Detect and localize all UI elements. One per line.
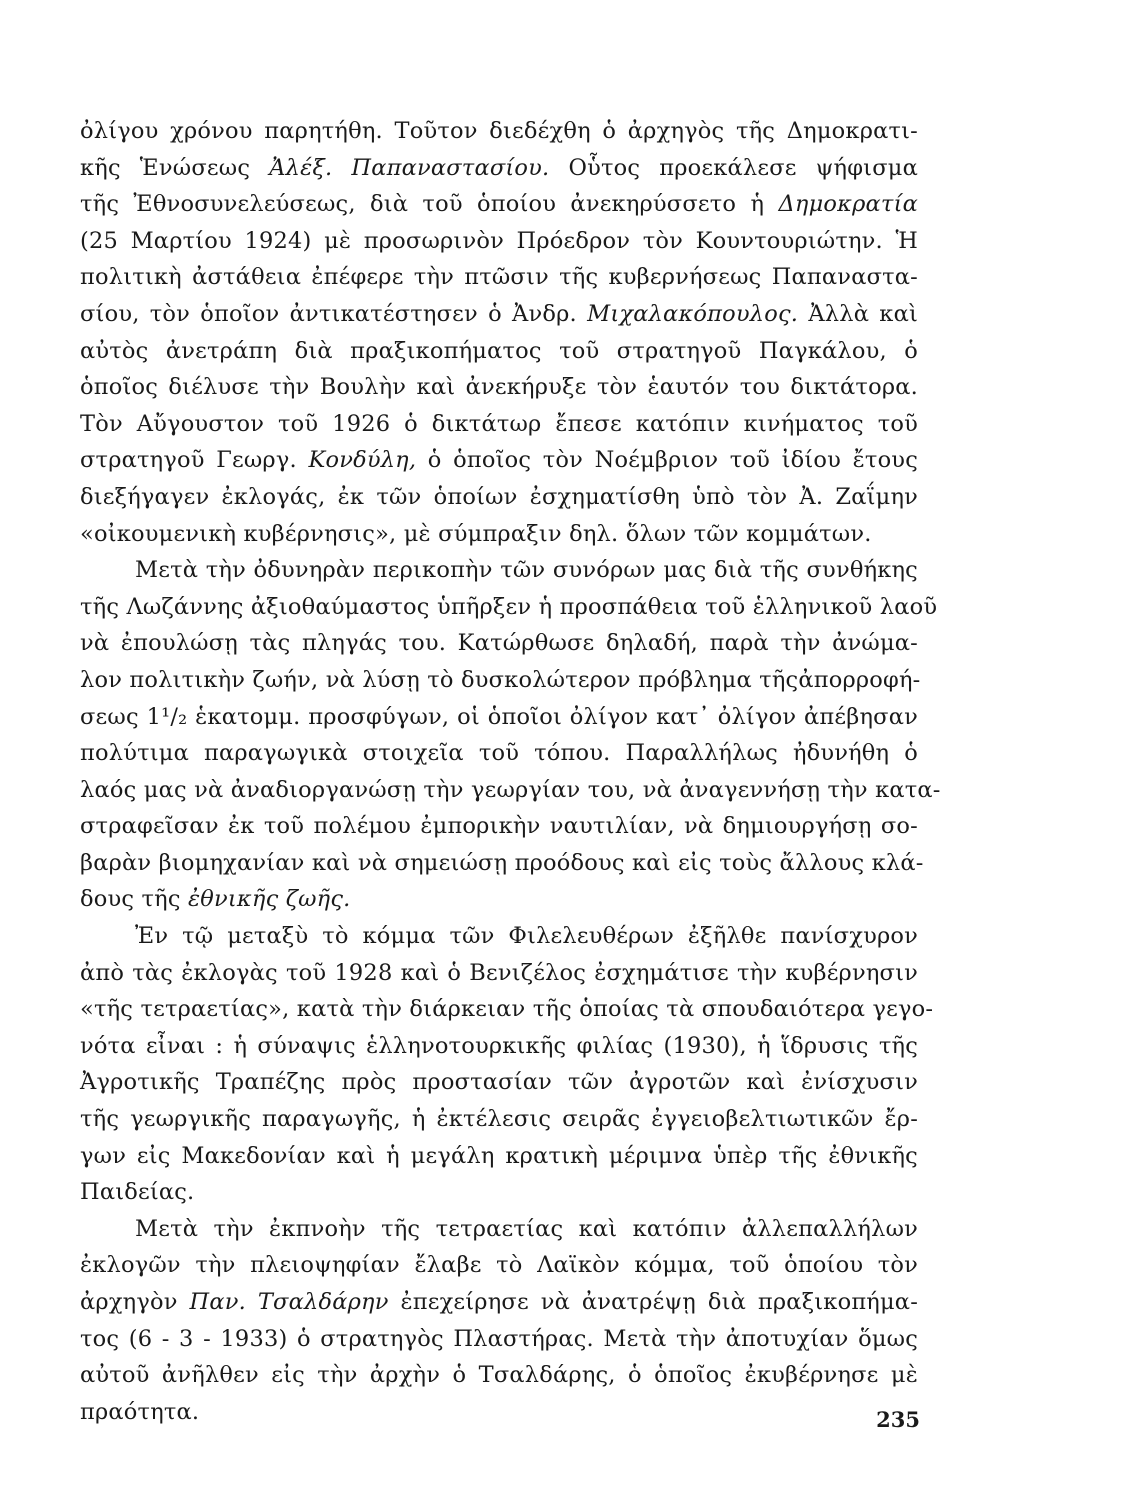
text-line: [80, 662, 921, 699]
body-text: [80, 113, 941, 1430]
text-line: [80, 150, 918, 187]
text-segment: πολύτιμα παραγωγικὰ στοιχεῖα τοῦ τόπου. Παραλλήλως ἠδυνήθη ὁ: [80, 740, 918, 767]
text-line: [80, 1028, 918, 1065]
italic-name: Μιχαλακόπουλος.: [587, 300, 799, 327]
text-segment: ἀπὸ τὰς ἐκλογὰς τοῦ 1928 καὶ ὁ Βενιζέλος ἐσχημάτισε τὴν κυβέρνησιν: [80, 959, 918, 986]
text-line: [80, 589, 938, 626]
text-segment: Μετὰ τὴν ὀδυνηρὰν περικοπὴν τῶν συνόρων μας διὰ τῆς συνθήκης: [135, 557, 918, 584]
text-line: [80, 479, 918, 516]
text-segment: «τῆς τετραετίας», κατὰ τὴν διάρκειαν τῆς ὁποίας τὰ σπουδαιότερα γεγο-: [80, 996, 934, 1023]
paragraph: [80, 1211, 918, 1431]
text-line: [80, 808, 918, 845]
text-line: [80, 1247, 918, 1284]
text-line: [80, 296, 918, 333]
text-segment: γων εἰς Μακεδονίαν καὶ ἡ μεγάλη κρατικὴ μέριμνα ὑπὲρ τῆς ἐθνικῆς: [80, 1142, 918, 1169]
text-line: [80, 772, 941, 809]
text-line: [80, 1138, 918, 1175]
italic-name: Κονδύλη,: [308, 447, 417, 474]
text-segment: διεξήγαγεν ἐκλογάς, ἐκ τῶν ὁποίων ἐσχηματίσθη ὑπὸ τὸν Ἀ. Ζαΐμην: [80, 483, 918, 510]
text-segment: κῆς Ἑνώσεως: [80, 154, 270, 181]
text-line: [80, 625, 918, 662]
text-line: [80, 991, 934, 1028]
text-segment: ὁποῖος διέλυσε τὴν Βουλὴν καὶ ἀνεκήρυξε τὸν ἑαυτόν του δικτάτορα.: [80, 374, 918, 401]
text-segment: Μετὰ τὴν ἐκπνοὴν τῆς τετραετίας καὶ κατόπιν ἀλλεπαλλήλων: [135, 1215, 918, 1242]
italic-name: Ἀλέξ. Παπαναστασίου.: [269, 154, 550, 181]
text-segment: σεως 1¹/₂ ἑκατομμ. προσφύγων, οἱ ὁποῖοι ὀλίγον κατ᾽ ὀλίγον ἀπέβησαν: [80, 703, 918, 730]
text-line: [80, 1394, 918, 1431]
text-line: [80, 406, 918, 443]
text-segment: Ἀγροτικῆς Τραπέζης πρὸς προστασίαν τῶν ἀγροτῶν καὶ ἐνίσχυσιν: [80, 1069, 918, 1096]
text-segment: Παιδείας.: [80, 1179, 195, 1206]
paragraph: [80, 552, 941, 918]
text-segment: δους τῆς: [80, 886, 189, 913]
text-segment: νὰ ἐπουλώσῃ τὰς πληγάς του. Κατώρθωσε δηλαδή, παρὰ τὴν ἀνώμα-: [80, 630, 918, 657]
text-line: [80, 113, 918, 150]
text-segment: ὀλίγου χρόνου παρητήθη. Τοῦτον διεδέχθη ὁ ἀρχηγὸς τῆς Δημοκρατι-: [80, 118, 918, 144]
text-line: [80, 1357, 918, 1394]
text-segment: λον πολιτικὴν ζωήν, νὰ λύσῃ τὸ δυσκολώτερον πρόβλημα τῆςἀπορροφή-: [80, 666, 921, 693]
text-line: [80, 333, 918, 370]
italic-name: Δημοκρατία: [778, 191, 918, 218]
text-segment: ἐκλογῶν τὴν πλειοψηφίαν ἔλαβε τὸ Λαϊκὸν κόμμα, τοῦ ὁποίου τὸν: [80, 1252, 918, 1279]
text-line: [80, 223, 918, 260]
text-line: [80, 845, 924, 882]
text-segment: τῆς γεωργικῆς παραγωγῆς, ἡ ἐκτέλεσις σειρᾶς ἐγγειοβελτιωτικῶν ἔρ-: [80, 1106, 918, 1133]
text-line: [80, 955, 918, 992]
text-segment: στραφεῖσαν ἐκ τοῦ πολέμου ἐμπορικὴν ναυτιλίαν, νὰ δημιουργήσῃ σο-: [80, 813, 918, 840]
text-line: [80, 1101, 918, 1138]
text-segment: Ἀλλὰ καὶ: [798, 300, 918, 327]
text-line: [80, 552, 918, 589]
text-line: [80, 259, 918, 296]
paragraph: [80, 918, 934, 1211]
text-line: [80, 1211, 918, 1248]
text-line: [80, 1064, 918, 1101]
text-segment: τῆς Ἐθνοσυνελεύσεως, διὰ τοῦ ὁποίου ἀνεκηρύσσετο ἡ: [80, 191, 779, 218]
paragraph: [80, 113, 918, 552]
text-line: [80, 918, 918, 955]
text-segment: νότα εἶναι : ἡ σύναψις ἑλληνοτουρκικῆς φιλίας (1930), ἡ ἵδρυσις τῆς: [80, 1032, 918, 1059]
text-segment: σίου, τὸν ὁποῖον ἀντικατέστησεν ὁ Ἀνδρ.: [80, 300, 588, 327]
text-line: [80, 1284, 918, 1321]
text-segment: αὐτὸς ἀνετράπη διὰ πραξικοπήματος τοῦ στρατηγοῦ Παγκάλου, ὁ: [80, 337, 918, 364]
text-segment: ἀρχηγὸν: [80, 1289, 190, 1315]
text-segment: ὁ ὁποῖος τὸν Νοέμβριον τοῦ ἰδίου ἔτους: [416, 447, 918, 474]
text-segment: αὐτοῦ ἀνῆλθεν εἰς τὴν ἀρχὴν ὁ Τσαλδάρης, ὁ ὁποῖος ἐκυβέρνησε μὲ: [80, 1362, 918, 1389]
text-segment: βαρὰν βιομηχανίαν καὶ νὰ σημειώσῃ προόδους καὶ εἰς τοὺς ἄλλους κλά-: [80, 849, 924, 876]
text-segment: Τὸν Αὔγουστον τοῦ 1926 ὁ δικτάτωρ ἔπεσε κατόπιν κινήματος τοῦ: [80, 410, 918, 437]
text-line: [80, 1321, 918, 1358]
text-segment: τος (6 - 3 - 1933) ὁ στρατηγὸς Πλαστήρας. Μετὰ τὴν ἀποτυχίαν ὅμως: [80, 1325, 918, 1352]
text-line: [80, 516, 918, 553]
text-line: [80, 735, 918, 772]
text-segment: τῆς Λωζάννης ἀξιοθαύμαστος ὑπῆρξεν ἡ προσπάθεια τοῦ ἑλληνικοῦ λαοῦ: [80, 593, 938, 620]
text-line: [80, 699, 918, 736]
text-line: [80, 186, 918, 223]
text-segment: πραότητα.: [80, 1398, 200, 1425]
text-segment: (25 Μαρτίου 1924) μὲ προσωρινὸν Πρόεδρον τὸν Κουντουριώτην. Ἡ: [80, 227, 918, 254]
text-segment: «οἰκουμενικὴ κυβέρνησις», μὲ σύμπραξιν δηλ. ὅλων τῶν κομμάτων.: [80, 520, 872, 547]
text-line: [80, 442, 918, 479]
text-segment: Οὗτος προεκάλεσε ψήφισμα: [549, 154, 918, 181]
text-segment: ἐπεχείρησε νὰ ἀνατρέψῃ διὰ πραξικοπήμα-: [388, 1289, 919, 1315]
text-segment: λαός μας νὰ ἀναδιοργανώσῃ τὴν γεωργίαν του, νὰ ἀναγεννήσῃ τὴν κατα-: [80, 776, 941, 803]
italic-name: Παν. Τσαλδάρην: [189, 1289, 389, 1315]
text-segment: στρατηγοῦ Γεωργ.: [80, 447, 309, 474]
text-line: [80, 881, 918, 918]
text-segment: Ἐν τῷ μεταξὺ τὸ κόμμα τῶν Φιλελευθέρων ἐξῆλθε πανίσχυρον: [135, 923, 918, 950]
text-line: [80, 369, 918, 406]
page-number: 235: [876, 1407, 920, 1432]
text-segment: πολιτικὴ ἀστάθεια ἐπέφερε τὴν πτῶσιν τῆς κυβερνήσεως Παπαναστα-: [80, 264, 918, 291]
italic-name: ἐθνικῆς ζωῆς.: [188, 886, 351, 913]
text-line: [80, 1174, 918, 1211]
